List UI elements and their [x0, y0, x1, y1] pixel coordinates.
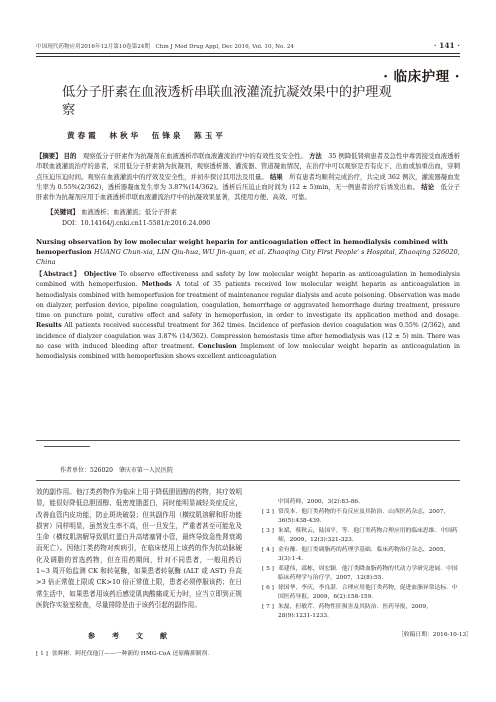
reference-text: 常茂本．他汀类药物的不良反应及其防治．山西医药杂志，2007，36(5):438-439.: [278, 508, 450, 524]
keywords: [47, 208, 459, 218]
reference-number: [ 6 ]: [262, 584, 274, 591]
header-rule-thin: [36, 56, 460, 57]
en-conclusion-label: Conclusion: [198, 343, 237, 351]
author-affiliation: 作者单位：526020 肇庆市第一人民医院: [60, 467, 173, 474]
en-results-text: All patients received successful treatment for 362 times. Incidence of perfusion device coagulation was 0.55% (2/362), and incidence of dialyzer coagulation was 3.87% (14/362). Compression hemostasis time after hemodialysis was (12 ± 5) min. There was no case with induced bleeding after treatment.: [36, 322, 460, 351]
en-objective-label: Objective: [84, 271, 117, 278]
references-right: [262, 498, 460, 622]
footnote-divider: [44, 446, 90, 447]
column-tag: · 临床护理 ·: [383, 69, 460, 85]
conclusion-label: 结论: [421, 182, 435, 191]
reference-item: [262, 603, 460, 622]
en-objective-text: To observe effectiveness and safety by low molecular weight heparin as anticoagulation in hemodialysis combined with hemoperfusion.: [36, 271, 460, 289]
reference-item: [262, 565, 460, 584]
en-conclusion-text: Implement of low molecular weight heparin as anticoagulation in hemodialysis combined with hemoperfusion shows excellent anticoagulation: [36, 343, 461, 361]
reference-text: 张辉彬．阿托伐他汀——一种新的 HMG-CoA 还原酶抑制剂．: [52, 651, 214, 657]
en-methods-text: A total of 35 patients received low molecular weight heparin as anticoagulation in hemodialysis combined with hemoperfusion for treatment of maintenance regular dialysis and acute poisoning. Observation was made on dialyzer, perfusion device, pipeline coagulation, coagulation, hemorrhage or aggravated hemorrhage during treatment, pressure time on puncture point, curative effect and safety in hemoperfusion, in order to investigate its application method and dosage.: [36, 281, 461, 320]
objective-text: 观察低分子肝素作为抗凝剂在血液透析串联血液灌流治疗中的有效性及安全性。: [82, 152, 307, 160]
reference-item: [262, 508, 460, 527]
method-text: 35 例降低肾病患者及急性中毒需接受血液透析串联血液灌流治疗的患者，采用低分子肝素钠为抗凝剂，观察透析器、灌流器、管道凝血情况，在治疗中可以观察是否有皮下、出血或加重出血，穿刺点压迫压迫时间。观察在血液灌流中的疗效及安全性，并初步探讨其用法及用量。: [36, 152, 460, 181]
reference-number: [ 5 ]: [262, 565, 274, 572]
reference-number: [ 4 ]: [262, 546, 274, 553]
conclusion-text: 低分子肝素作为抗凝剂应用于血液透析串联血液灌流治疗中的抗凝效果显著，其使用方便、高效、可靠。: [36, 182, 461, 202]
reference-number: [ 1 ]: [36, 651, 48, 657]
reference-number: [ 2 ]: [262, 508, 274, 515]
reference-item: [262, 584, 460, 603]
reference-number: [ 3 ]: [262, 527, 274, 534]
body-text-left: 效的副作用。他汀类药物作为临床上用于降低胆固醇的药物，其疗效明显，能很好降低总胆固醇、低密度脂蛋白，同时能明显减轻炎症反应，改善血管内皮功能，防止斑块破裂；但其副作用（横纹肌溶解和肝功能损害）同样明显，虽然发生率不高，但一旦发生，严重者甚至可能危及生命（横纹肌溶解导致肌红蛋白升高堵塞肾小管，最终导致急性肾衰竭而死亡）。因他汀类药物对疾病引，在临床使用上该药的作为抗动脉硬化及调脂的首选药物，但在用药期间，针对不同患者，一般用药后 1~3 周开始监测 CK 和转氨酶，如果患者转氨酶 (ALT 或 AST) 升高 >3 倍正常值上限或 CK>10 倍正常值上限，患者必须停服该药；在日常生活中，如果患者用该药后感觉肌肉酸痛或无力时，应当立即到正规医院作实验室检查，尽量排除是由于该药引起的副作用。: [36, 488, 242, 609]
reference-number: [262, 498, 278, 508]
reference-text: 邓建伟，邵栋，周宏颖．他汀类降血脂药物的代动力学研究进展．中国临床药理学与治疗学，2007，12(8):55.: [278, 565, 458, 581]
reference-text: 金有豫．他汀类调脂药的药理学基础．临床药物治疗杂志，2005，3(3):1-4.: [278, 546, 450, 562]
keywords-label: 【关键词】: [47, 208, 79, 216]
english-authors: HUANG Chun-xia, LIN Qiu-hua, WU Jin-quan, et al. Zhaoqing City First People' s Hospital, Zhaoqing 526020, China: [36, 247, 460, 266]
en-methods-label: Methods: [141, 281, 172, 289]
reference-item: [262, 498, 460, 508]
reference-number: [ 7 ]: [262, 603, 274, 610]
objective-label: 目的: [63, 152, 77, 160]
reference-item: [262, 546, 460, 565]
reference-text: 徐国华，李庆，李良湛．合理应用他汀类药物，促进血脂异常达标．中国医药导报，2009，6(2):158-159.: [278, 584, 458, 600]
reference-text: 朱磊，但敏芹．药物性肝损害及其防治．医药导报，2009，28(9):1231-1233.: [278, 603, 432, 619]
reference-text: 朱斌，蔡秋云，陆国平，等．他汀类药物合理应用的临床思维．中国药师，2009，12(3):321-323.: [278, 527, 458, 543]
references-title: 参 考 文 献: [88, 631, 172, 640]
reference-item: [262, 527, 460, 546]
english-abstract: [36, 270, 460, 363]
received-date: ［收稿日期：2016-10-13］: [398, 632, 473, 638]
doi: DOI：10.14164/j.cnki.cn11-5581/r.2016.24.090: [62, 220, 211, 227]
authors: 黄春霞 林秋华 伍锋泉 陈玉平: [67, 131, 226, 140]
page-number: · 141 ·: [433, 41, 460, 50]
keywords-text: 血液透析；血液灌流；低分子肝素: [81, 208, 177, 216]
reference-text: 中国药师，2000，3(2):83-86.: [278, 499, 360, 505]
result-label: 结果: [269, 172, 283, 181]
header-rule: [36, 53, 460, 54]
running-head-text: 中国现代药物应用2016年12月第10卷第24期 Chin J Mod Drug Appl, Dec 2016, Vol. 10, No. 24: [36, 44, 294, 50]
english-title: Nursing observation by low molecular weight heparin for anticoagulation effect in hemodialysis combined with hemoperfusion: [36, 238, 448, 256]
result-text: 所有患者均顺利完成治疗，共完成 362 例次，灌流器凝血发生率为 0.55%(2/362)，透析器凝血发生率为 3.87%(14/362)。透析后压迫止血时间为 (12 ± 5)min，无一例患者治疗后诱发出血。: [36, 172, 461, 191]
en-results-label: Results: [36, 322, 62, 330]
references-left: [36, 650, 242, 660]
method-label: 方法: [308, 152, 322, 160]
abstract-label: 【摘要】: [36, 152, 62, 160]
running-header: [36, 42, 460, 50]
chinese-abstract: [36, 151, 460, 202]
section-divider: [36, 440, 460, 441]
en-abstract-label: 【Abstract】: [36, 271, 81, 278]
english-title-block: [36, 238, 460, 267]
article-title: 低分子肝素在血液透析串联血液灌流抗凝效果中的护理观察: [62, 85, 392, 118]
reference-item: [36, 650, 242, 660]
body-divider: [36, 480, 460, 481]
